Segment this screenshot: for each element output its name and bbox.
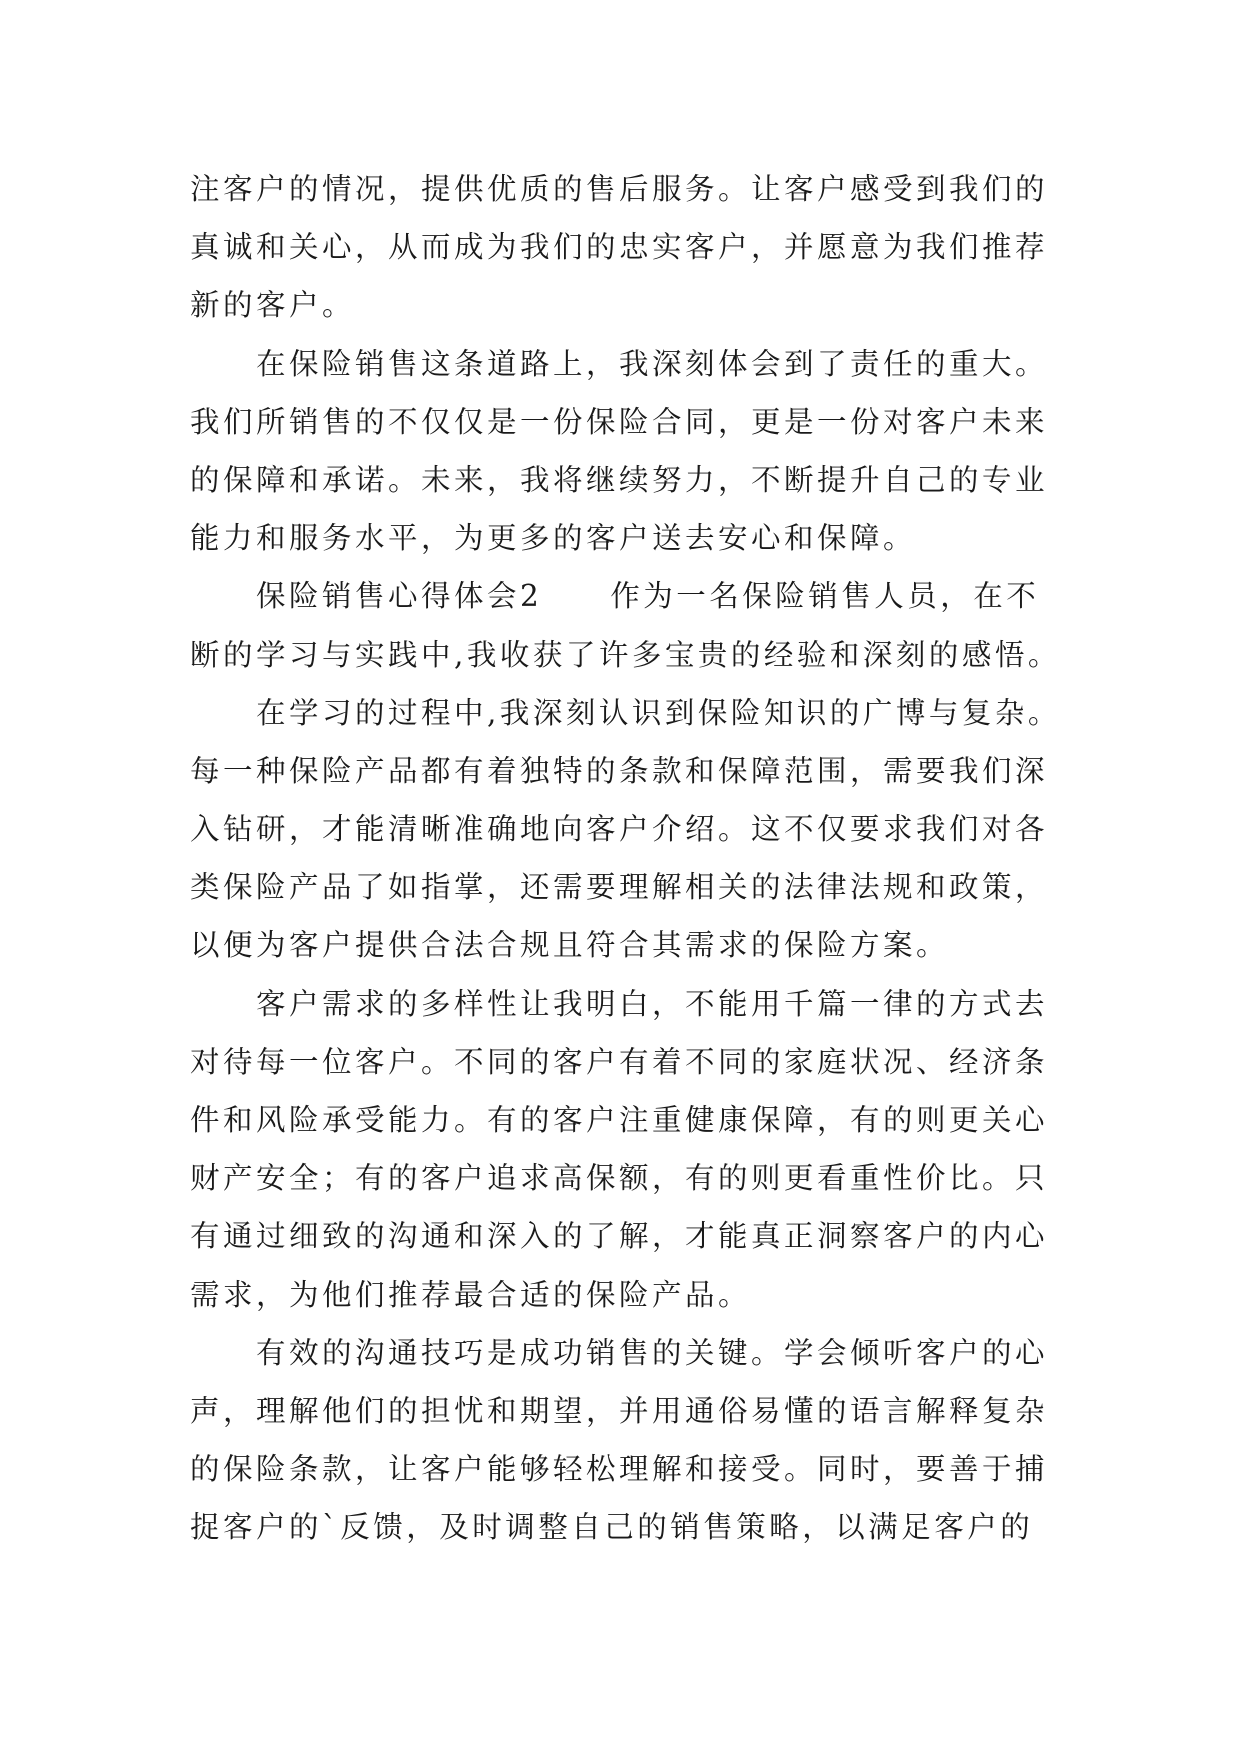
text-line-continuation: 作为一名保险销售人员，在不 <box>610 579 1040 614</box>
text-line: 真诚和关心，从而成为我们的忠实客户，并愿意为我们推荐 <box>190 230 1049 265</box>
text-line: 件和风险承受能力。有的客户注重健康保障，有的则更关心 <box>190 1103 1049 1137</box>
section-heading: 保险销售心得体会2 <box>256 579 543 614</box>
text-line: 我们所销售的不仅仅是一份保险合同，更是一份对客户未来 <box>190 404 1049 439</box>
text-line: 捉客户的`反馈，及时调整自己的销售策略，以满足客户的 <box>190 1510 1034 1545</box>
text-line: 能力和服务水平，为更多的客户送去安心和保障。 <box>190 521 917 556</box>
text-line: 入钻研，才能清晰准确地向客户介绍。这不仅要求我们对各 <box>190 812 1049 847</box>
text-line: 需求，为他们推荐最合适的保险产品。 <box>190 1277 752 1312</box>
text-line: 客户需求的多样性让我明白，不能用千篇一律的方式去 <box>256 986 1049 1021</box>
text-line: 断的学习与实践中,我收获了许多宝贵的经验和深刻的感悟。 <box>190 637 1061 672</box>
text-line: 声，理解他们的担忧和期望，并用通俗易懂的语言解释复杂 <box>190 1393 1049 1428</box>
text-line: 财产安全；有的客户追求高保额，有的则更看重性价比。只 <box>190 1161 1049 1196</box>
text-line: 的保险条款，让客户能够轻松理解和接受。同时，要善于捕 <box>190 1452 1049 1487</box>
text-line: 有效的沟通技巧是成功销售的关键。学会倾听客户的心 <box>256 1335 1049 1370</box>
text-line: 对待每一位客户。不同的客户有着不同的家庭状况、经济条 <box>190 1044 1049 1079</box>
text-line: 以便为客户提供合法合规且符合其需求的保险方案。 <box>190 928 950 963</box>
text-line: 的保障和承诺。未来，我将继续努力，不断提升自己的专业 <box>190 462 1049 497</box>
section-heading-line <box>190 567 1060 625</box>
body-text <box>190 160 1060 1557</box>
text-line: 每一种保险产品都有着独特的条款和保障范围，需要我们深 <box>190 753 1049 788</box>
text-line: 新的客户。 <box>190 288 356 323</box>
text-line: 有通过细致的沟通和深入的了解，才能真正洞察客户的内心 <box>190 1219 1049 1254</box>
text-line: 类保险产品了如指掌，还需要理解相关的法律法规和政策， <box>190 870 1049 905</box>
text-line: 在保险销售这条道路上，我深刻体会到了责任的重大。 <box>256 346 1049 381</box>
text-line: 注客户的情况，提供优质的售后服务。让客户感受到我们的 <box>190 172 1049 206</box>
text-line: 在学习的过程中,我深刻认识到保险知识的广博与复杂。 <box>256 695 1061 730</box>
